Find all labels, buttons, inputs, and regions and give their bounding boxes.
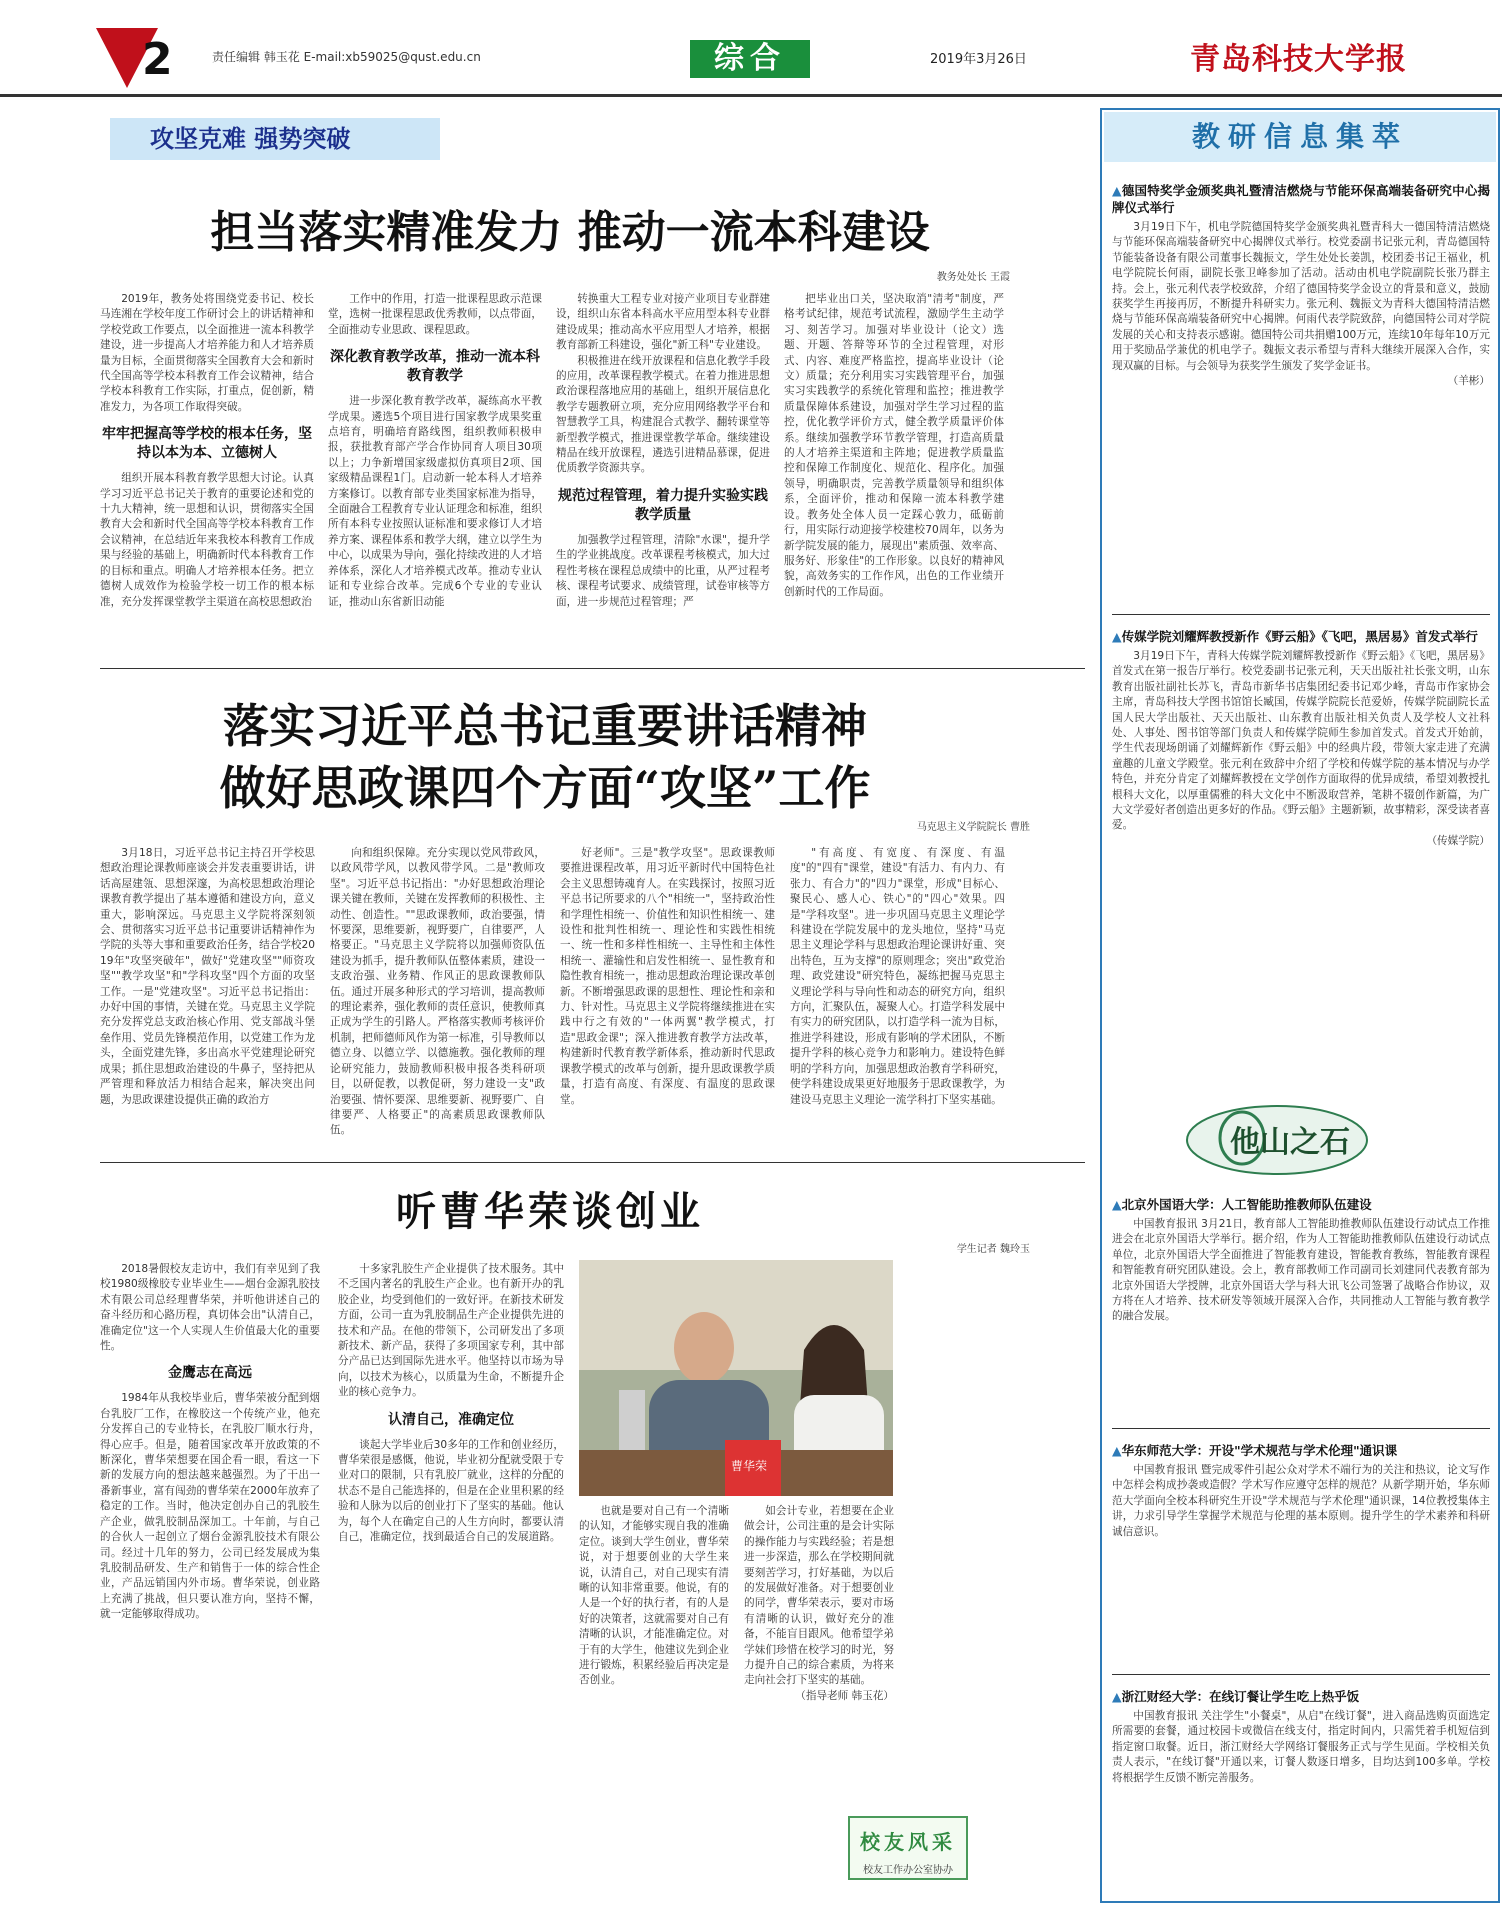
alumni-stamp [848, 1816, 968, 1880]
article2-col-4: "有高度、有宽度、有深度、有温度"的"四有"课堂，建设"有活力、有内力、有张力、有合力"的"四力"课堂，形成"目标心、聚民心、感人心、铁心"的"四心"效果。四是"学科攻坚"。进一步巩固马克思主义理论学科建设在学院发展中的龙头地位，坚持"马克思主义理论学科与思想政治理论课讲好重、突出特色，互为支撑"的原则理念；突出"政党治理、政党建设"研究特色，凝练把握马克思主义理论学科与导向性和动态的研究方向，组织方向，汇聚队伍，凝聚人心。打造学科发展中有实力的研究团队，以打造学科一流为目标，推进学科建设，形成有影响的学术团队，不断提升学科的核心竞争力和影响力。建设特色鲜明的学科方向，加强思想政治教育学科研究，使学科建设成果更好地服务于思政课教学，为建设马克思主义理论一流学科打下坚实基础。 [790, 847, 1005, 1106]
triangle-icon: ▲ [1112, 629, 1122, 644]
article2-col-2: 向和组织保障。充分实现以党风带政风，以政风带学风，以教风带学风。二是"教师攻坚"。习近平总书记指出："办好思想政治理论课关键在教师，关键在发挥教师的积极性、主动性、创造性。""思政课教师，政治要强，情怀要深，思维要新，视野要广，自律要严，人格要正。"马克思主义学院将以加强师资队伍建设为抓手，提升教师队伍整体素质，建设一支政治强、业务精、作风正的思政课教师队伍。通过开展多种形式的学习培训，提高教师的理论素养，强化教师的责任意识，使教师真正成为学生的引路人。严格落实教师考核评价机制，把师德师风作为第一标准，引导教师以德立身、以德立学、以德施教。强化教师的理论研究能力，鼓励教师积极申报各类科研项目，以研促教，以教促研，努力建设一支"政治要强、情怀要深、思维要新、视野要广、自律要严、人格要正"的高素质思政课教师队伍。 [330, 847, 545, 1137]
divider [100, 668, 1085, 669]
sidebar-item-3: ▲北京外国语大学：人工智能助推教师队伍建设 中国教育报讯 3月21日，教育部人工智能助推教师队伍建设行动试点工作推进会在北京外国语大学举行。据介绍，作为人工智能助推教师队伍建设行动试点单位，北京外国语大学全面推进了智能教育建设，智能教育教练，智能教育课程和智能教育研究团队建设。会上，教育部教师工作司副司长刘建同代表教育部为北京外国语大学授牌，北京外国语大学与科大讯飞公司签署了战略合作协议，双方将在人才培养、技术研发等领域开展深入合作，共同推动人工智能与教育教学的融合发展。 [1112, 1197, 1490, 1323]
article1-col-3: 转换重大工程专业对接产业项目专业群建设，组织山东省本科高水平应用型本科专业群建设成果；推动高水平应用型人才培养，根据教育部新工科建设，强化"新工科"专业建设。 积极推进在线开放课程和信息化教学手段的应用，改革课程教学模式。在着力推进思想政治课程落地应用的基础上，组织开展信息化教学专题教研立项，充分应用网络教学平台和智慧教学工具，构建混合式教学、翻转课堂等新型教学模式，推进课堂教学革命。继续建设精品在线开放课程，遴选引进精品慕课，促进优质教学资源共享。 规范过程管理，着力提升实验实践教学质量 加强教学过程管理，清除"水课"，提升学生的学业挑战度。改革课程考核模式，加大过程性考核在课程总成绩中的比重，从严过程考核、课程考试要求、成绩管理，试卷审核等方面，进一步规范过程管理；严 [556, 293, 770, 608]
interview-photo [579, 1260, 893, 1496]
article1-subhead-3: 规范过程管理，着力提升实验实践教学质量 [558, 487, 768, 523]
article2-byline: 马克思主义学院院长 曹胜 [916, 822, 1030, 833]
article1-col-2: 工作中的作用，打造一批课程思政示范课堂，选树一批课程思政优秀教师，以点带面，全面推动专业思政、课程思政。 深化教育教学改革，推动一流本科教育教学 进一步深化教育教学改革，凝练高水平教学成果。遴选5个项目进行国家教学成果奖重点培育，明确培育路线图，组织教师积极申报，获批教育部产学合作协同育人项目30项以上；力争新增国家级虚拟仿真项目2项、国家级精品课程1门。启动新一轮本科人才培养方案修订。以教育部专业类国家标准为指导，全面融合工程教育专业认证理念和标准，组织所有本科专业按照认证标准和要求修订人才培养方案、课程体系和教学大纲，建立以学生为中心，以成果为导向，强化持续改进的人才培养体系，深化人才培养模式改革。推动专业认证和专业综合改革。完成6个专业的专业认证，推动山东省新旧动能 [328, 293, 542, 608]
triangle-icon: ▲ [1112, 1443, 1122, 1458]
article1-title: 担当落实精准发力 推动一流本科建设 [210, 207, 930, 256]
article1-byline: 教务处处长 王霞 [936, 272, 1010, 283]
divider [1112, 1674, 1490, 1675]
divider [1112, 614, 1490, 615]
issue-date: 2019年3月26日 [930, 52, 1027, 67]
triangle-icon: ▲ [1112, 1689, 1122, 1704]
editor-info: 责任编辑 韩玉花 E-mail:xb59025@qust.edu.cn [212, 50, 481, 64]
page-number-triangle-icon [96, 28, 186, 98]
divider [100, 1162, 1085, 1163]
logo-text: 他山之石 [1230, 1125, 1350, 1160]
sidebar-item-5: ▲浙江财经大学：在线订餐让学生吃上热乎饭 中国教育报讯 关注学生"小餐桌"，从启"在线订餐"，进入商品选购页面选定所需要的套餐，通过校园卡或微信在线支付，指定时间内，只需凭着手机短信到指定窗口取餐。近日，浙江财经大学网络订餐服务正式与学生见面。学校相关负责人表示，"在线订餐"开通以来，订餐人数逐日增多，目均达到100多单。学校将根据学生反馈不断完善服务。 [1112, 1689, 1490, 1784]
article3-title: 听曹华荣谈创业 [396, 1188, 704, 1235]
alumni-subtitle: 校友工作办公室协办 [863, 1865, 953, 1876]
alumni-title: 校友风采 [860, 1830, 956, 1854]
article1-col-4: 把毕业出口关，坚决取消"清考"制度，严格考试纪律，规范考试流程，激励学生主动学习、刻苦学习。加强对毕业设计（论文）选题、开题、答辩等环节的全过程管理，对形式、内容、难度严格监控，提高毕业设计（论文）质量；充分利用实习实践管理平台，加强实习实践教学的系统化管理和监控；推进教学质量保障体系建设，加强对学生学习过程的监控，优化教学评价方式，健全教学质量评价体系。继续加强教学环节教学管理，打造高质量的人才培养主渠道和主阵地；促进教学质量监控和保障工作制度化、规范化、程序化。加强领导，明确职责，完善教学质量领导和组织体系，全面评价，推动和保障一流本科教学建设。教务处全体人员一定踩心敦力，砥砺前行，用实际行动迎接学校建校70周年，以务为新学院发展的能力，展现出"素质强、效率高、服务好、形象佳"的工作形象。以良好的精神风貌，高效务实的工作作风，出色的工作业绩开创新时代的工作局面。 [784, 293, 1004, 598]
page-number-badge [96, 28, 186, 98]
header-rule [0, 94, 1502, 97]
interview-photo-illustration [579, 1260, 893, 1496]
section-label: 综合 [690, 40, 810, 78]
article2-col-3: 好老师"。三是"教学攻坚"。思政课教师要推进课程改革，用习近平新时代中国特色社会主义思想铸魂育人。在实践探讨，按照习近平总书记所要求的八个"相统一"，坚持政治性和学理性相统一、价值性和知识性相统一、建设性和批判性相统一、理论性和实践性相统一、统一性和多样性相统一、主导性和主体性相统一、灌输性和启发性相统一、显性教育和隐性教育相统一，推动思想政治理论课改革创新。不断增强思政课的思想性、理论性和亲和力、针对性。马克思主义学院将继续推进在实践中行之有效的"一体两翼"教学模式，打造"思政金课"；深入推进教育教学方法改革，构建新时代教育教学新体系，推动新时代思政课教学模式的改革与创新，提升思政课教学质量，打造有高度、有深度、有温度的思政课堂。 [560, 847, 775, 1106]
sidebar-item-1: ▲德国特奖学金颁奖典礼暨清洁燃烧与节能环保高端装备研究中心揭牌仪式举行 3月19日下午，机电学院德国特奖学金颁奖典礼暨青科大一德国特清洁燃烧与节能环保高端装备研究中心揭牌仪式举行。校党委副书记张元利，青岛德国特节能装备设备有限公司董事长魏振文，学生处处长姜凯，校团委书记王福业，机电学院院长何雨，副院长张卫峰参加了活动。活动由机电学院副院长张乃群主持。会上，张元利代表学校致辞，介绍了德国特奖学金设立的背景和意义，鼓励获奖学生再接再厉，不断提升科研实力。张元利、魏振文为青科大德国特清洁燃烧与节能环保高端装备研究中心揭牌。何雨代表学院致辞，向德国特公司对学院发展的关心和支持表示感谢。德国特公司共捐赠100万元，连续10年每年10万元用于奖励品学兼优的机电学子。魏振文表示希望与青科大继续开展深入合作，实现双赢的目标。与会领导为获奖学生颁发了奖学金证书。 （羊彬） [1112, 183, 1490, 388]
article2-title-line2: 做好思政课四个方面“攻坚”工作 [219, 761, 871, 810]
article3-col-4: 如会计专业，若想要在企业做会计，公司注重的是会计实际的操作能力与实践经验；若是想进一步深造，那么在学校期间就要刻苦学习，打好基础，为以后的发展做好准备。对于想要创业的同学，曹华荣表示，要对市场有清晰的认识，做好充分的准备，不能盲目跟风。他希望学弟学妹们珍惜在校学习的时光，努力提升自己的综合素质，为将来走向社会打下坚实的基础。 （指导老师 韩玉花） [744, 1504, 894, 1804]
article3-note: （指导老师 韩玉花） [795, 1689, 894, 1702]
divider [1112, 1428, 1490, 1429]
article3-byline: 学生记者 魏玲玉 [956, 1244, 1030, 1255]
photo-nameplate: 曹华荣 [731, 1459, 768, 1473]
triangle-icon: ▲ [1112, 1197, 1122, 1212]
article1-subhead-2: 深化教育教学改革，推动一流本科教育教学 [330, 349, 540, 385]
page-number: 2 [142, 34, 173, 85]
tashan-logo-graphic [1182, 1098, 1372, 1178]
sidebar-title: 教研信息集萃 [1104, 112, 1496, 162]
article1-subhead-1: 牢牢把握高等学校的根本任务，坚持以本为本、立德树人 [102, 426, 312, 462]
article3-col-1: 2018暑假校友走访中，我们有幸见到了我校1980级橡胶专业毕业生——烟台金源乳胶技术有限公司总经理曹华荣，并听他讲述自己的奋斗经历和心路历程，真切体会出"认清自己，准确定位"这一个人实现人生价值最大化的重要性。 金鹰志在高远 1984年从我校毕业后，曹华荣被分配到烟台乳胶厂工作，在橡胶这一个传统产业，他充分发挥自己的专业特长，在乳胶厂顺水行舟，得心应手。但是，随着国家改革开放政策的不断深化，曹华荣想要在国企看一眼，看这一下新的发展方向的想法越来越强烈。为了干出一番新事业，富有闯劲的曹华荣在2000年放弃了稳定的工作。当时，他决定创办自己的乳胶生产企业，做乳胶制品深加工。十年前，与自己的合伙人一起创立了烟台金源乳胶技术有限公司。经过十几年的努力，公司已经发展成为集乳胶制品研发、生产和销售于一体的综合性企业，产品远销国内外市场。曹华荣说，创业路上充满了挑战，但只要认准方向，坚持不懈，就一定能够取得成功。 [100, 1263, 320, 1621]
triangle-icon: ▲ [1112, 183, 1122, 198]
sidebar-item-4: ▲华东师范大学：开设"学术规范与学术伦理"通识课 中国教育报讯 暨完成零件引起公众对学术不端行为的关注和热议，论文写作中怎样会构成抄袭或造假？学术写作应遵守怎样的规范？从新学期开始，华东师范大学面向全校本科研究生开设"学术规范与学术伦理"通识课，14位教授集体主讲，力求引导学生掌握学术规范与伦理的基本原则。提升学生的学术素养和科研诚信意识。 [1112, 1443, 1490, 1538]
article3-col-2: 十多家乳胶生产企业提供了技术服务。其中不乏国内著名的乳胶生产企业。也有新开办的乳胶企业，均受到他们的一致好评。在新技术研发方面，公司一直为乳胶制品生产企业提供先进的技术和产品。在他的带领下，公司研发出了多项新技术、新产品，获得了多项国家专利，其中部分产品已达到国际先进水平。他坚持以市场为导向，以技术为核心，以质量为生命，不断提升企业的核心竞争力。 认清自己，准确定位 谈起大学毕业后30多年的工作和创业经历，曹华荣很是感慨，他说，毕业初分配就受限于专业对口的限制，只有乳胶厂就业，这样的分配的状态不是自己能选择的，但是在企业里积累的经验和人脉为以后的创业打下了坚实的基础。他认为，每个人在确定自己的人生方向时，都要认清自己，准确定位，找到最适合自己的发展道路。 [338, 1263, 564, 1544]
article3-subhead-2: 认清自己，准确定位 [388, 1411, 514, 1428]
article3-subhead-1: 金鹰志在高远 [168, 1365, 252, 1382]
sidebar-item-2: ▲传媒学院刘耀辉教授新作《野云船》《飞吧，黑居易》首发式举行 3月19日下午，青科大传媒学院刘耀辉教授新作《野云船》《飞吧，黑居易》首发式在第一报告厅举行。校党委副书记张元利，天天出版社社长张文明，山东教育出版社副社长苏飞，青岛市新华书店集团纪委书记邓少峰，青岛市作家协会主席，青岛科技大学图书馆馆长臧国，传媒学院院长范爱娇，传媒学院副院长孟国人民大学出版社、天天出版社、山东教育出版社相关负责人及学校人文社科处、人事处、图书馆等部门负责人和传媒学院师生参加首发式。首发式开始前，学生代表现场朗诵了刘耀辉新作《野云船》中的经典片段，带领大家走进了充满童趣的儿童文学殿堂。张元利在致辞中介绍了学校和传媒学院的基本情况与办学特色，并充分肯定了刘耀辉教授在文学创作方面取得的优异成绩，希望刘教授扎根科大文化，以厚重儒雅的科大文化中不断汲取营养，笔耕不辍创作新篇，为广大文学爱好者创造出更多好的作品。《野云船》主题新颖，故事精彩，深受读者喜爱。 （传媒学院） [1112, 629, 1490, 847]
article2-col-1: 3月18日，习近平总书记主持召开学校思想政治理论课教师座谈会并发表重要讲话，讲话高屋建瓴、思想深邃，为高校思想政治理论课教育教学提出了基本遵循和建设方向，意义重大，影响深远。马克思主义学院将深刻领会、贯彻落实习近平总书记重要讲话精神作为学院的头等大事和重要政治任务，结合学校2019年"攻坚突破年"，做好"党建攻坚""师资攻坚""教学攻坚"和"学科攻坚"四个方面的攻坚工作。一是"党建攻坚"。习近平总书记指出：办好中国的事情，关键在党。马克思主义学院充分发挥党总支政治核心作用、党支部战斗堡垒作用、党员先锋模范作用，以党建工作为龙头，全面党建先锋，多出高水平党建理论研究成果；抓住思想政治建设的牛鼻子，坚持把从严管理和释放活力相结合起来，解决突出问题，为思政课建设提供正确的政治方 [100, 847, 315, 1106]
tashan-logo [1182, 1098, 1372, 1178]
article3-col-3: 也就是要对自己有一个清晰的认知，才能够实现自我的准确定位。谈到大学生创业，曹华荣说，对于想要创业的大学生来说，认清自己，对自己现实有清晰的认知非常重要。他说，有的人是一个好的执行者，有的人是好的决策者，这就需要对自己有清晰的认识，才能准确定位。对于有的大学生，他建议先到企业进行锻炼，积累经验后再决定是否创业。 [579, 1505, 729, 1687]
article1-col-1: 2019年，教务处将围绕党委书记、校长马连湘在学校年度工作研讨会上的讲话精神和学校党政工作要点，以全面推进一流本科教学建设，进一步提高人才培养能力和人才培养质量为目标，全面贯彻落实全国教育大会和新时代全国高等学校本科教育工作会议精神，结合学校本科教育工作实际，打重点，促创新，精准发力，为各项工作取得突破。 牢牢把握高等学校的根本任务，坚持以本为本、立德树人 组织开展本科教育教学思想大讨论。认真学习习近平总书记关于教育的重要论述和党的十九大精神，统一思想和认识，贯彻落实全国教育大会和新时代全国高等学校本科教育工作会议精神，在总结近年来我校本科教育工作成果与经验的基础上，明确新时代本科教育工作的目标和重点。明确人才培养根本任务。把立德树人成效作为检验学校一切工作的根本标准，充分发挥课堂教学主渠道在高校思想政治 [100, 293, 314, 608]
paper-name: 青岛科技大学报 [1190, 42, 1407, 77]
column-banner: 攻坚克难 强势突破 [110, 118, 440, 160]
article2-title-line1: 落实习近平总书记重要讲话精神 [223, 699, 867, 748]
